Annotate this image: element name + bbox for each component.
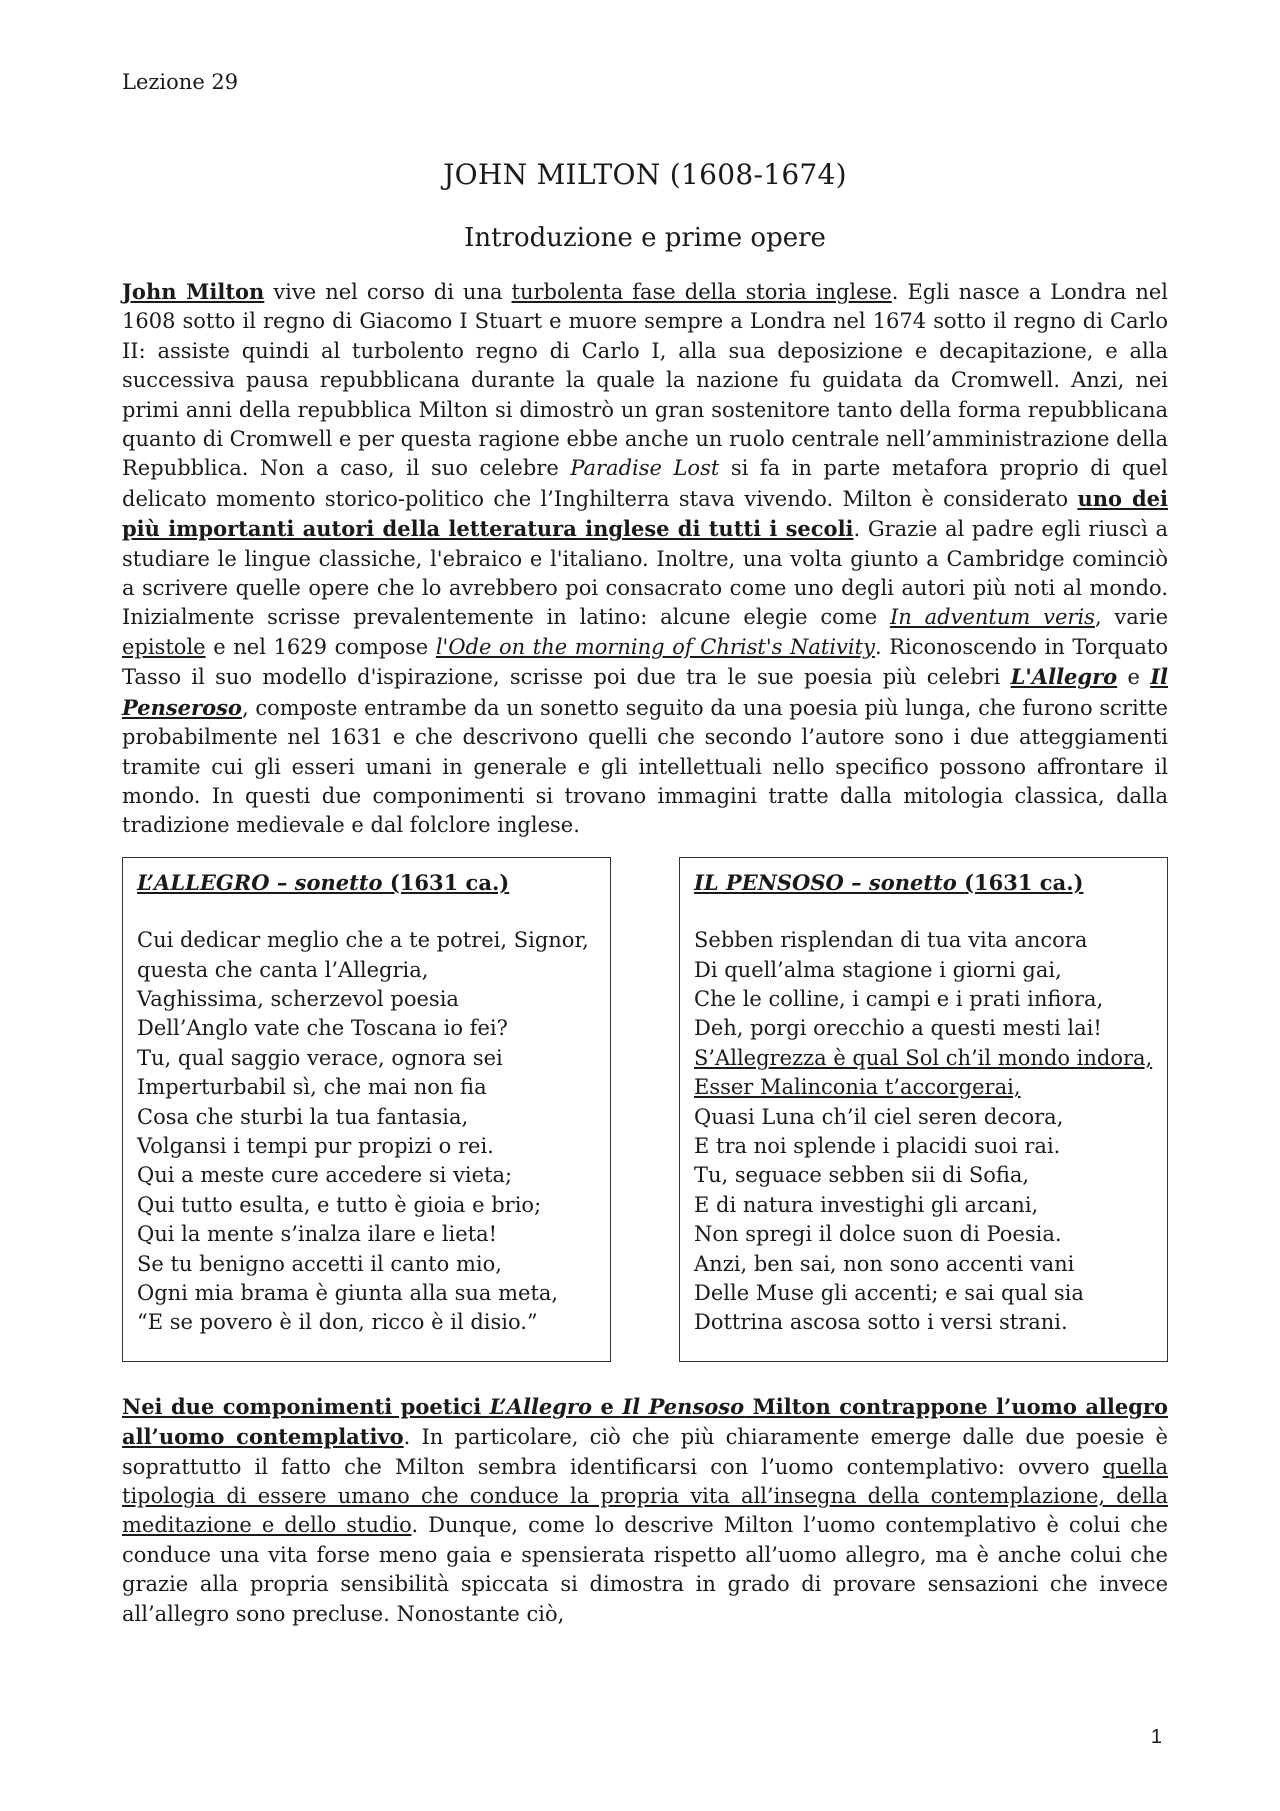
verse-line: Se tu benigno accetti il canto mio, — [137, 1251, 502, 1276]
verse-line: Non spregi il dolce suon di Poesia. — [694, 1222, 1062, 1247]
verse-line: Di quell’alma stagione i giorni gai, — [694, 957, 1062, 982]
page-number: 1 — [1150, 1726, 1162, 1748]
importance-highlight: uno dei più importanti autori della letteratura inglese di tutti i secoli — [122, 485, 1168, 542]
verse-line: Tu, qual saggio verace, ognora sei — [137, 1045, 503, 1070]
contemplative-definition: quella tipologia di essere umano che conduce la propria vita all’insegna della contemplazione, della meditazione e dello studio — [122, 1454, 1168, 1538]
penseroso-title-inline: Il Penseroso — [122, 664, 1168, 720]
verse-line: Qui tutto esulta, e tutto è gioia e brio; — [137, 1192, 542, 1217]
verse-line: Che le colline, i campi e i prati infiora, — [694, 986, 1104, 1011]
allegro-title-inline: L’Allegro — [489, 1393, 593, 1419]
adventum-veris-title: In adventum veris — [889, 605, 1095, 630]
allegro-sonnet-box — [122, 857, 611, 1362]
verse-line: Vaghissima, scherzevol poesia — [137, 986, 459, 1011]
verse-line: E di natura investighi gli arcani, — [694, 1192, 1039, 1217]
paradise-lost-title: Paradise Lost — [570, 456, 720, 481]
verse-line: Delle Muse gli accenti; e sai qual sia — [694, 1281, 1084, 1305]
verse-line: questa che canta l’Allegria, — [137, 957, 429, 982]
history-phase: turbolenta fase della storia inglese — [511, 280, 892, 304]
verse-line: Qui a meste cure accedere si vieta; — [137, 1163, 513, 1188]
lesson-header: Lezione 29 — [122, 70, 239, 94]
verse-line: Quasi Luna ch’il ciel seren decora, — [694, 1104, 1064, 1129]
verse-line: Qui la mente s’inalza ilare e lieta! — [137, 1222, 498, 1247]
page-subtitle: Introduzione e prime opere — [464, 223, 826, 253]
verse-line: Ogni mia brama è giunta alla sua meta, — [137, 1281, 559, 1305]
pensoso-sonnet-title: IL PENSOSO – sonetto (1631 ca.) — [694, 869, 1084, 895]
verse-line: Esser Malinconia t’accorgerai, — [694, 1075, 1021, 1100]
verse-line: “E se povero è il don, ricco è il disio.” — [137, 1310, 538, 1335]
allegro-sonnet-title: L’ALLEGRO – sonetto (1631 ca.) — [137, 869, 510, 895]
epistole-word: epistole — [122, 634, 206, 659]
verse-line: Dell’Anglo vate che Toscana io fei? — [137, 1016, 508, 1041]
verse-line: Cosa che sturbi la tua fantasia, — [137, 1104, 469, 1129]
allegro-title-inline: L'Allegro — [1010, 664, 1118, 690]
verse-line: Imperturbabil sì, che mai non fia — [137, 1075, 487, 1100]
verse-line: Anzi, ben sai, non sono accenti vani — [694, 1251, 1075, 1276]
pensoso-title-inline: Il Pensoso — [622, 1393, 745, 1419]
contrast-paragraph: Nei due componimenti poetici L’Allegro e Il Pensoso Milton contrappone l’uomo allegro all’uomo contemplativo. In particolare, ciò che più chiaramente emerge dalle due poesie è soprattutto il fatto che Milton sembra identificarsi con l’uomo contemplativo: ovvero quella tipologia di essere umano che conduce la propria vita all’insegna della contemplazione, della meditazione e dello studio. Dunque, come lo descrive Milton l’uomo contemplativo è colui che conduce una vita forse meno gaia e spensierata rispetto all’uomo allegro, ma è anche colui che grazie alla propria sensibilità spiccata si dimostra in grado di provare sensazioni che invece all’allegro sono precluse. Nonostante ciò, — [122, 1393, 1169, 1626]
verse-line: Tu, seguace sebben sii di Sofia, — [694, 1163, 1030, 1188]
verse-line: Dottrina ascosa sotto i versi strani. — [694, 1310, 1068, 1335]
ode-title: l'Ode on the morning of Christ's Nativity — [435, 634, 875, 659]
verse-line: Volgansi i tempi pur propizi o rei. — [137, 1133, 494, 1158]
poem-boxes — [122, 857, 1168, 1362]
verse-line: S’Allegrezza è qual Sol ch’il mondo indora, — [694, 1045, 1153, 1070]
page-title: JOHN MILTON (1608-1674) — [443, 158, 847, 191]
document-page — [122, 70, 1168, 1629]
verse-line: Deh, porgi orecchio a questi mesti lai! — [694, 1016, 1102, 1041]
verse-line: E tra noi splende i placidi suoi rai. — [694, 1133, 1061, 1158]
verse-line: Sebben risplendan di tua vita ancora — [694, 928, 1088, 953]
intro-paragraph: John Milton vive nel corso di una turbolenta fase della storia inglese. Egli nasce a Londra nel 1608 sotto il regno di Giacomo I Stuart e muore sempre a Londra nel 1674 sotto il regno di Carlo II: assiste quindi al turbolento regno di Carlo I, alla sua deposizione e decapitazione, e alla successiva pausa repubblicana durante la quale la nazione fu guidata da Cromwell. Anzi, nei primi anni della repubblica Milton si dimostrò un gran sostenitore tanto della forma repubblicana quanto di Cromwell e per questa ragione ebbe anche un ruolo centrale nell’amministrazione della Repubblica. Non a caso, il suo celebre Paradise Lost si fa in parte metafora proprio di quel delicato momento storico-politico che l’Inghilterra stava vivendo. Milton è considerato uno dei più importanti autori della letteratura inglese di tutti i secoli. Grazie al padre egli riuscì a studiare le lingue classiche, l'ebraico e l'italiano. Inoltre, una volta giunto a Cambridge cominciò a scrivere quelle opere che lo avrebbero poi consacrato come uno degli autori più noti al mondo. Inizialmente scrisse prevalentemente in latino: alcune elegie come In adventum veris, varie epistole e nel 1629 compose l'Ode on the morning of Christ's Nativity. Riconoscendo in Torquato Tasso il suo modello d'ispirazione, scrisse poi due tra le sue poesia più celebri L'Allegro e Il Penseroso, composte entrambe da un sonetto seguito da una poesia più lunga, che furono scritte probabilmente nel 1631 e che descrivono quelli che secondo l’autore sono i due atteggiamenti tramite cui gli esseri umani in generale e gli intellettuali nello specifico possono affrontare il mondo. In questi due componimenti si trovano immagini tratte dalla mitologia classica, dalla tradizione medievale e dal folclore inglese. — [122, 279, 1169, 838]
verse-line: Cui dedicar meglio che a te potrei, Signor, — [137, 928, 589, 953]
author-name: John Milton — [122, 279, 265, 304]
pensoso-sonnet-box — [679, 857, 1168, 1362]
